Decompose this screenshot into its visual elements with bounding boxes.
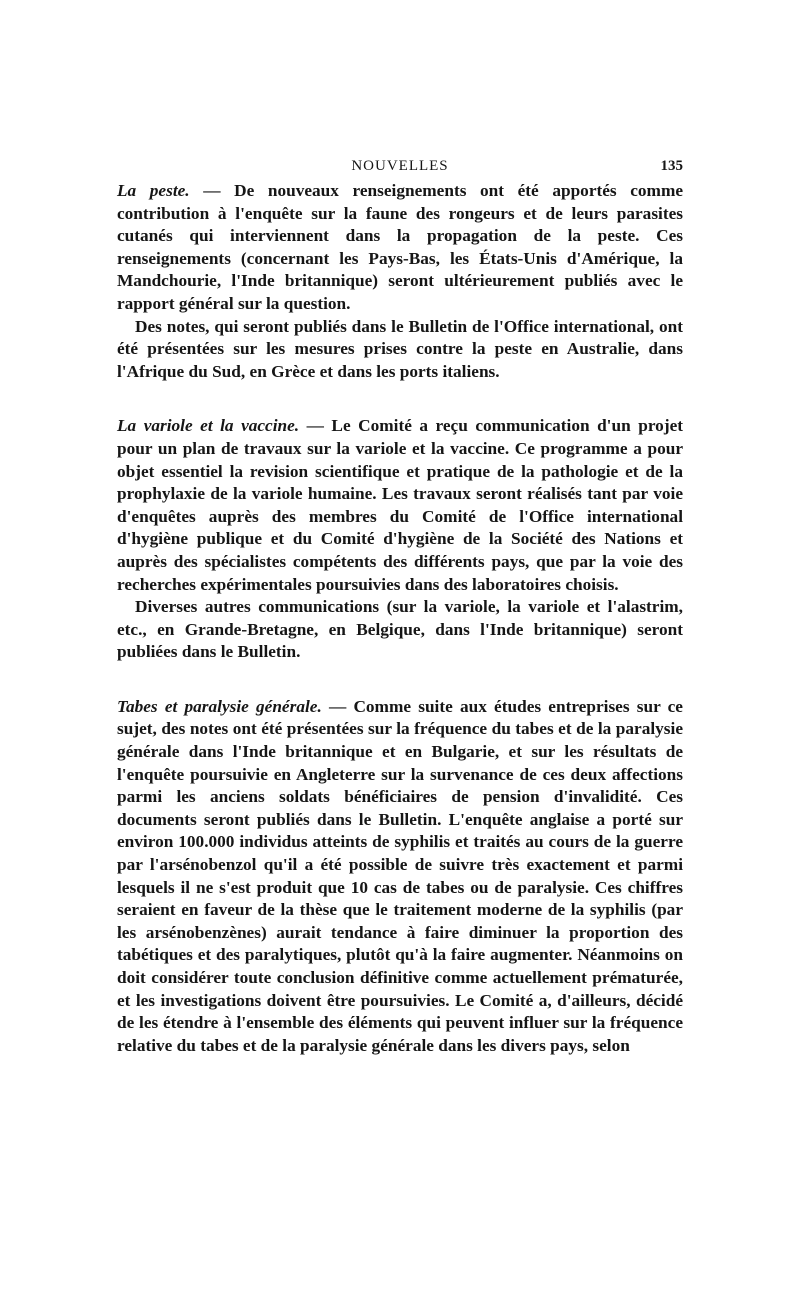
paragraph: Diverses autres communications (sur la variole, la variole et l'alastrim, etc., en Grande-Bretagne, en Belgique, dans l'Inde britannique) seront publiées dans le Bulletin. <box>117 597 683 662</box>
running-head <box>117 150 683 180</box>
section-heading: La variole et la vaccine. <box>117 416 300 436</box>
section-heading: La peste. <box>117 181 190 200</box>
paragraph-text: Comme suite aux études entreprises sur ce sujet, des notes ont été présentées sur la fréquence du tabes et de la paralysie générale dans l'Inde britannique et en Bulgarie, et sur les résultats de l'enquête poursuivie en Angleterre sur la survenance de ces deux affections parmi les anciens soldats bénéficiaires de pension d'invalidité. Ces documents seront publiés dans le Bulletin. L'enquête anglaise a porté sur environ 100.000 individus atteints de syphilis et traités au cours de la guerre par l'arsénobenzol qu'il a été possible de suivre très exactement et parmi lesquels il ne s'est produit que 10 cas de tabes ou de paralysie. Ces chiffres seraient en faveur de la thèse que le traitement moderne de la syphilis (par les arsénobenzènes) aurait tendance à faire diminuer la proportion des tabétiques et des paralytiques, plutôt qu'à la faire augmenter. Néanmoins on doit considérer toute conclusion définitive comme actuellement prématurée, et les investigations doivent être poursuivies. Le Comité a, d'ailleurs, décidé de les étendre à l'ensemble des éléments qui peuvent influer sur la fréquence relative du tabes et de la paralysie générale dans les divers pays, selon <box>117 696 683 1055</box>
section-heading: Tabes et paralysie générale. <box>117 696 322 716</box>
paragraph-text: De nouveaux renseignements ont été apportés comme contribution à l'enquête sur la faune des rongeurs et de leurs parasites cutanés qui interviennent dans la propagation de la peste. Ces renseignements (concernant les Pays-Bas, les États-Unis d'Amérique, la Mandchourie, l'Inde britannique) seront ultérieurement publiés avec le rapport général sur la question. <box>117 181 684 313</box>
heading-dash: — <box>299 416 332 436</box>
page-number: 135 <box>660 158 683 174</box>
paragraph <box>117 696 683 1058</box>
paragraph: Des notes, qui seront publiés dans le Bulletin de l'Office international, ont été présentées sur les mesures prises contre la peste en Australie, dans l'Afrique du Sud, en Grèce et dans les ports italiens. <box>117 316 683 381</box>
page <box>117 150 683 1057</box>
section-variole <box>117 415 683 664</box>
paragraph-text: Le Comité a reçu communication d'un projet pour un plan de travaux sur la variole et la vaccine. Ce programme a pour objet essentiel la revision scientifique et pratique de la pathologie et de la prophylaxie de la variole humaine. Les travaux seront réalisés tant par voie d'enquêtes auprès des membres du Comité de l'Office international d'hygiène publique et du Comité d'hygiène de la Société des Nations et auprès des spécialistes compétents des différents pays, que par la voie des recherches expérimentales poursuivies dans des laboratoires choisis. <box>117 416 683 594</box>
heading-dash: — <box>189 181 235 200</box>
paragraph <box>117 415 683 596</box>
heading-dash: — <box>321 696 354 716</box>
running-title: NOUVELLES <box>351 158 449 174</box>
paragraph <box>117 180 683 316</box>
section-peste <box>117 180 683 383</box>
section-tabes <box>117 696 683 1058</box>
